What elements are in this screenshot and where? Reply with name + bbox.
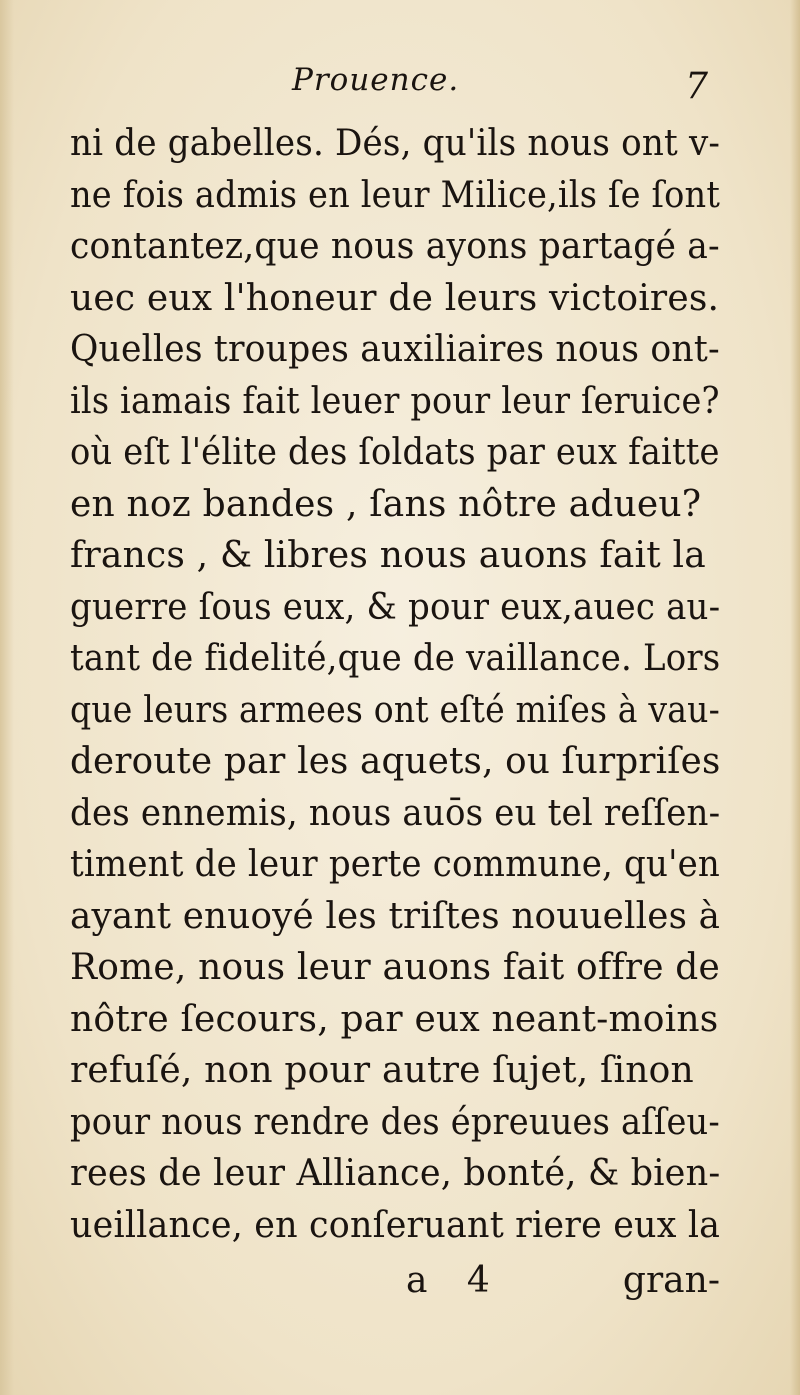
text-line: ueillance, en conſeruant riere eux la — [70, 1204, 721, 1246]
text-line: francs , & libres nous auons fait la — [70, 535, 706, 576]
text-line: Quelles troupes auxiliaires nous ont- — [70, 329, 720, 370]
text-line: ils iamais fait leuer pour leur ſeruice? — [70, 380, 720, 422]
running-head — [80, 62, 720, 112]
text-line: ni de gabelles. Dés, qu'ils nous ont v- — [70, 123, 721, 164]
text-line: où eſt l'élite des ſoldats par eux faitte — [70, 432, 720, 473]
catchword: gran- — [622, 1260, 720, 1301]
text-line: ne fois admis en leur Milice,ils ſe ſont — [70, 174, 721, 216]
running-head-title: Prouence. — [292, 62, 460, 98]
text-line: ayant enuoyé les triſtes nouuelles à — [70, 895, 721, 937]
text-line: en noz bandes , ſans nôtre adueu? — [70, 483, 702, 525]
text-line: refuſé, non pour autre ſujet, ſinon — [70, 1050, 694, 1091]
text-line: deroute par les aquets, ou ſurpriſes — [70, 741, 721, 782]
text-line: des ennemis, nous auōs eu tel reſſen- — [70, 792, 721, 834]
text-line: que leurs armees ont eſté miſes à vau- — [70, 689, 720, 731]
text-line: nôtre ſecours, par eux neant-moins — [70, 998, 719, 1040]
text-line: tant de fidelité,que de vaillance. Lors — [70, 638, 721, 679]
text-line: timent de leur perte commune, qu'en — [70, 844, 721, 885]
signature-mark: a 4 — [406, 1260, 504, 1301]
body-text — [70, 118, 720, 1251]
text-line: guerre ſous eux, & pour eux,auec au- — [70, 586, 721, 628]
text-line: uec eux l'honeur de leurs victoires. — [70, 277, 720, 319]
footer-line — [70, 1260, 720, 1310]
page-edge-right — [790, 0, 800, 1395]
text-line: Rome, nous leur auons fait offre de — [70, 947, 720, 988]
page-edge-left — [0, 0, 14, 1395]
text-line: rees de leur Alliance, bonté, & bien- — [70, 1153, 721, 1194]
text-line: contantez,que nous ayons partagé a- — [70, 226, 720, 267]
text-line: pour nous rendre des épreuues aſſeu- — [70, 1101, 720, 1143]
page-number: 7 — [685, 66, 708, 107]
